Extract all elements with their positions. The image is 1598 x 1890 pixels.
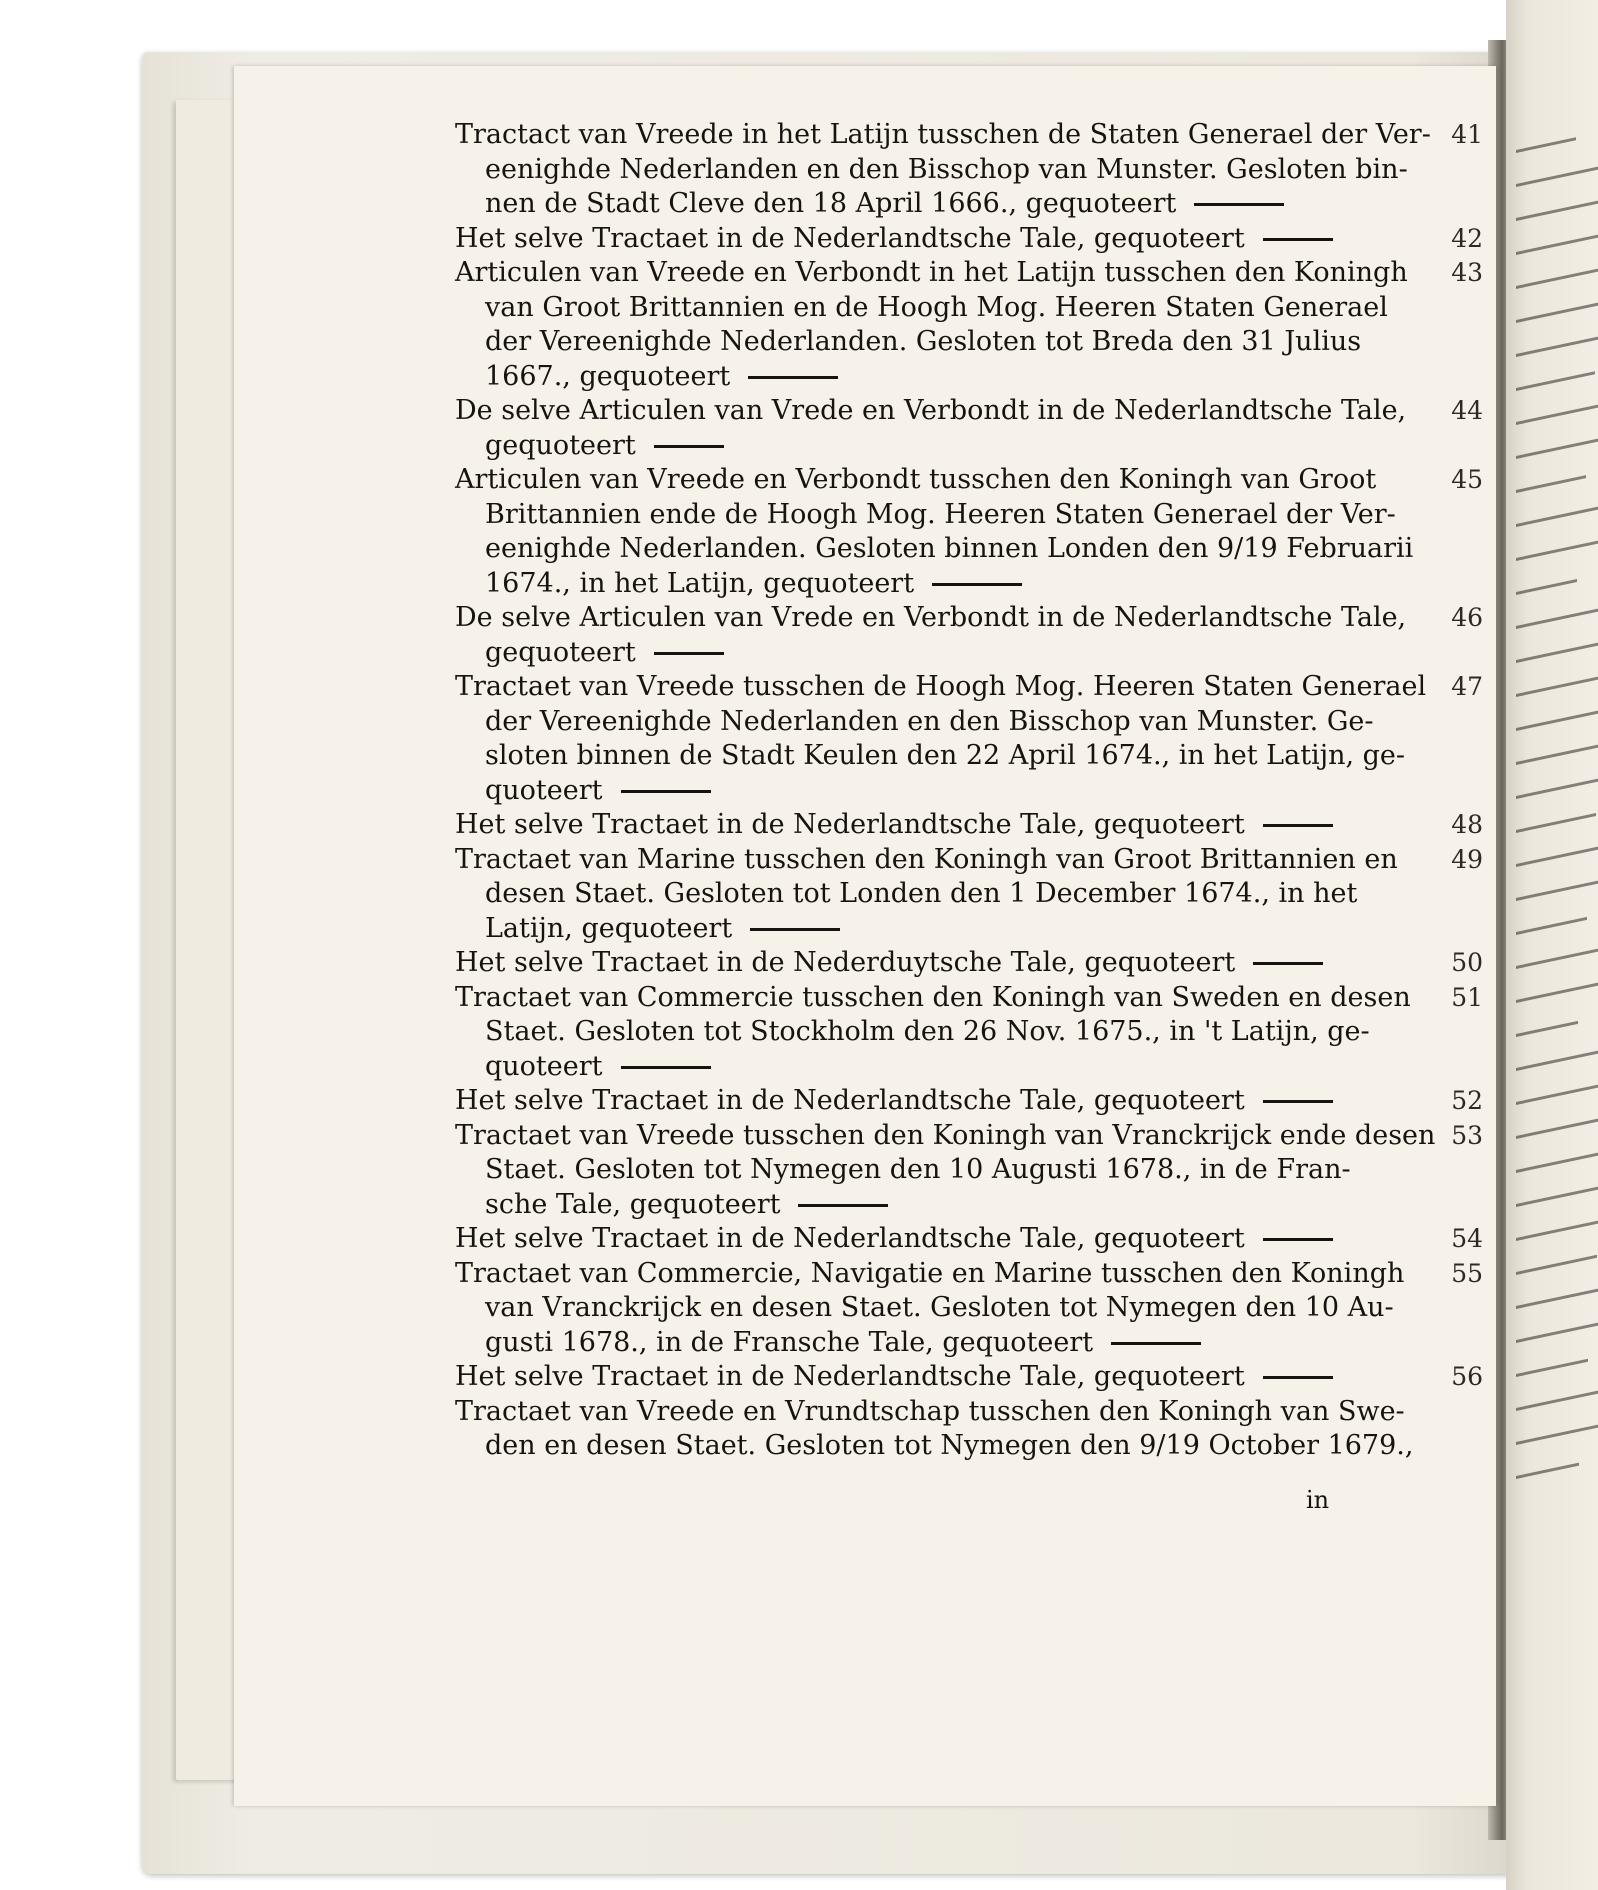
list-item — [455, 1257, 1483, 1361]
entry-text: Tractaet van Commercie, Navigatie en Marine tusschen den Koningh — [455, 1257, 1405, 1289]
leader-dash — [654, 445, 724, 448]
entry-text: Latijn, gequoteert — [485, 912, 733, 944]
entry-text: quoteert — [485, 774, 603, 806]
leader-dash — [1253, 962, 1323, 965]
facing-text-trace — [1516, 190, 1598, 221]
entry-text: der Vereenighde Nederlanden en den Bisschop van Munster. Ge- — [485, 705, 1374, 737]
entry-line — [455, 532, 1455, 567]
entry-line — [455, 498, 1455, 533]
list-item — [455, 670, 1483, 808]
list-item — [455, 1222, 1483, 1257]
leader-dash — [1111, 1342, 1201, 1345]
entry-text: Tractaet van Vreede tusschen de Hoogh Mog. Heeren Staten Generael — [455, 671, 1427, 702]
entry-text: Articulen van Vreede en Verbondt tusschen den Koningh van Groot — [455, 464, 1377, 495]
facing-text-trace — [1516, 1385, 1598, 1411]
entry-line — [455, 394, 1455, 429]
entry-line — [455, 567, 1455, 602]
entry-number: 47 — [1451, 672, 1483, 701]
entry-line — [455, 118, 1455, 153]
facing-text-trace — [1516, 293, 1598, 323]
list-item — [455, 463, 1483, 601]
facing-text-trace — [1516, 657, 1598, 697]
facing-text-trace — [1516, 163, 1598, 187]
leader-dash — [750, 928, 840, 931]
entry-number: 52 — [1451, 1086, 1483, 1115]
entry-text: nen de Stadt Cleve den 18 April 1666., gequoteert — [485, 188, 1177, 219]
facing-text-trace — [1516, 735, 1598, 765]
entry-number: 44 — [1451, 396, 1483, 425]
entry-line — [455, 912, 1455, 947]
entry-text: eenighde Nederlanden en den Bisschop van Munster. Gesloten bin- — [485, 153, 1408, 185]
table-of-contents — [455, 118, 1483, 1464]
entry-text: Het selve Tractaet in de Nederduytsche Tale, gequoteert — [455, 947, 1236, 978]
entry-line — [455, 463, 1455, 498]
facing-text-trace — [1516, 605, 1598, 629]
entry-number: 53 — [1451, 1120, 1483, 1150]
entry-number: 42 — [1451, 223, 1483, 253]
entry-text: den en desen Staet. Gesloten tot Nymegen den 9/19 October 1679., — [485, 1430, 1414, 1461]
facing-text-trace — [1516, 1359, 1588, 1377]
entry-text: 1674., in het Latijn, gequoteert — [485, 567, 915, 599]
list-item — [455, 256, 1483, 394]
entry-text: Het selve Tractaet in de Nederlandtsche Tale, gequoteert — [455, 809, 1245, 840]
entry-text: desen Staet. Gesloten tot Londen den 1 December 1674., in het — [485, 878, 1358, 909]
list-item — [455, 1119, 1483, 1223]
list-item — [455, 1360, 1483, 1395]
facing-text-trace — [1516, 1463, 1579, 1479]
entry-line — [455, 325, 1455, 360]
entry-line — [455, 291, 1455, 326]
entry-line — [455, 1050, 1455, 1085]
entry-number: 48 — [1451, 810, 1483, 839]
entry-text: Tractaet van Vreede en Vrundtschap tusschen den Koningh van Swe- — [455, 1395, 1405, 1427]
entry-text: gusti 1678., in de Fransche Tale, gequoteert — [485, 1326, 1094, 1358]
entry-line — [455, 1222, 1455, 1257]
facing-text-trace — [1516, 1177, 1598, 1207]
entry-line — [455, 1291, 1455, 1326]
facing-text-trace — [1516, 631, 1598, 663]
entry-text: Tractact van Vreede in het Latijn tusschen de Staten Generael der Ver- — [455, 119, 1431, 150]
facing-text-trace — [1516, 1255, 1597, 1275]
entry-line — [455, 1188, 1455, 1223]
entry-line — [455, 1429, 1455, 1464]
entry-number: 43 — [1451, 258, 1483, 287]
list-item — [455, 981, 1483, 1085]
facing-text-trace — [1516, 1203, 1598, 1241]
entry-line — [455, 1119, 1455, 1154]
facing-text-trace — [1516, 1021, 1578, 1037]
entry-line — [455, 705, 1455, 740]
facing-text-trace — [1516, 1411, 1598, 1445]
entry-line — [455, 601, 1455, 636]
catchword: in — [1306, 1486, 1330, 1514]
entry-line — [455, 187, 1455, 222]
entry-text: der Vereenighde Nederlanden. Gesloten tot Breda den 31 Julius — [485, 326, 1362, 357]
entry-text: 1667., gequoteert — [485, 360, 731, 392]
entry-number: 45 — [1451, 465, 1483, 494]
entry-number: 56 — [1451, 1362, 1483, 1391]
entry-text: eenighde Nederlanden. Gesloten binnen Londen den 9/19 Februarii — [485, 533, 1414, 564]
leader-dash — [1263, 1100, 1333, 1103]
entry-text: quoteert — [485, 1050, 603, 1082]
entry-number: 50 — [1451, 948, 1483, 977]
facing-text-trace — [1516, 1281, 1598, 1309]
entry-line — [455, 1360, 1455, 1395]
facing-text-trace — [1516, 1073, 1598, 1105]
entry-text: gequoteert — [485, 636, 636, 668]
entry-line — [455, 877, 1455, 912]
entry-text: Het selve Tractaet in de Nederlandtsche Tale, gequoteert — [455, 222, 1245, 254]
leader-dash — [1263, 1376, 1333, 1379]
leader-dash — [1263, 1238, 1333, 1241]
list-item — [455, 601, 1483, 670]
entry-line — [455, 153, 1455, 188]
facing-text-trace — [1516, 320, 1598, 357]
leader-dash — [1194, 203, 1284, 206]
facing-text-trace — [1516, 761, 1598, 799]
entry-line — [455, 429, 1455, 464]
entry-text: van Vranckrijck en desen Staet. Gesloten tot Nymegen den 10 Au- — [485, 1292, 1394, 1323]
entry-text: sche Tale, gequoteert — [485, 1188, 781, 1220]
entry-line — [455, 981, 1455, 1016]
facing-text-trace — [1516, 423, 1598, 459]
facing-text-trace — [1516, 527, 1598, 561]
entry-text: Staet. Gesloten tot Stockholm den 26 Nov. 1675., in 't Latijn, ge- — [485, 1016, 1370, 1047]
facing-text-trace — [1516, 579, 1577, 595]
entry-line — [455, 360, 1455, 395]
leader-dash — [621, 790, 711, 793]
entry-line — [455, 739, 1455, 774]
entry-number: 55 — [1451, 1258, 1483, 1288]
list-item — [455, 1395, 1455, 1464]
entry-text: De selve Articulen van Vrede en Verbondt in de Nederlandtsche Tale, — [455, 395, 1407, 426]
facing-text-trace — [1516, 475, 1586, 493]
entry-line — [455, 1015, 1455, 1050]
leader-dash — [748, 376, 838, 379]
entry-line — [455, 256, 1455, 291]
entry-line — [455, 636, 1455, 671]
facing-text-trace — [1516, 865, 1598, 901]
leader-dash — [654, 652, 724, 655]
entry-line — [455, 222, 1455, 257]
facing-text-trace — [1516, 371, 1595, 391]
entry-text: Tractaet van Vreede tusschen den Koningh van Vranckrijck ende desen — [455, 1119, 1436, 1151]
facing-text-trace — [1516, 839, 1598, 867]
leader-dash — [798, 1204, 888, 1207]
facing-page — [1506, 0, 1598, 1890]
leader-dash — [932, 583, 1022, 586]
list-item — [455, 946, 1483, 981]
leader-dash — [1263, 238, 1333, 241]
entry-text: Tractaet van Commercie tusschen den Koningh van Sweden en desen — [455, 981, 1411, 1013]
list-item — [455, 1084, 1483, 1119]
entry-text: Staet. Gesloten tot Nymegen den 10 Augusti 1678., in de Fran- — [485, 1154, 1351, 1185]
entry-text: Articulen van Vreede en Verbondt in het Latijn tusschen den Koningh — [455, 257, 1408, 288]
entry-line — [455, 774, 1455, 809]
facing-text-trace — [1516, 267, 1598, 289]
entry-line — [455, 670, 1455, 705]
entry-line — [455, 1084, 1455, 1119]
entry-text: gequoteert — [485, 429, 636, 461]
entry-text: De selve Articulen van Vrede en Verbondt in de Nederlandtsche Tale, — [455, 602, 1407, 633]
entry-line — [455, 1257, 1455, 1292]
facing-text-trace — [1516, 709, 1598, 731]
entry-text: Het selve Tractaet in de Nederlandtsche Tale, gequoteert — [455, 1361, 1245, 1392]
list-item — [455, 222, 1483, 257]
entry-line — [455, 808, 1455, 843]
entry-text: van Groot Brittannien en de Hoogh Mog. Heeren Staten Generael — [485, 291, 1388, 323]
facing-text-trace — [1516, 1307, 1598, 1343]
entry-number: 41 — [1451, 120, 1483, 149]
list-item — [455, 808, 1483, 843]
leader-dash — [621, 1066, 711, 1069]
entry-text: sloten binnen de Stadt Keulen den 22 April 1674., in het Latijn, ge- — [485, 740, 1406, 771]
entry-text: Het selve Tractaet in de Nederlandtsche Tale, gequoteert — [455, 1085, 1245, 1116]
leader-dash — [1263, 824, 1333, 827]
facing-text-trace — [1516, 397, 1598, 425]
facing-text-trace — [1516, 137, 1576, 153]
facing-text-trace — [1516, 969, 1598, 1003]
facing-text-trace — [1516, 216, 1598, 255]
facing-text-trace — [1516, 1151, 1598, 1173]
entry-number: 46 — [1451, 603, 1483, 632]
entry-line — [455, 1153, 1455, 1188]
entry-line — [455, 946, 1455, 981]
facing-text-trace — [1516, 1099, 1598, 1139]
entry-number: 54 — [1451, 1224, 1483, 1253]
entry-line — [455, 1326, 1455, 1361]
entry-line — [455, 1395, 1455, 1430]
entry-line — [455, 843, 1455, 878]
entry-text: Brittannien ende de Hoogh Mog. Heeren Staten Generael der Ver- — [485, 498, 1396, 530]
entry-number: 51 — [1451, 982, 1483, 1012]
facing-text-trace — [1516, 501, 1598, 527]
entry-text: Het selve Tractaet in de Nederlandtsche Tale, gequoteert — [455, 1223, 1245, 1254]
list-item — [455, 118, 1483, 222]
entry-number: 49 — [1451, 844, 1483, 874]
entry-text: Tractaet van Marine tusschen den Koningh van Groot Brittannien en — [455, 843, 1398, 875]
facing-text-trace — [1516, 943, 1598, 969]
list-item — [455, 843, 1483, 947]
facing-text-trace — [1516, 917, 1587, 935]
list-item — [455, 394, 1483, 463]
facing-text-trace — [1516, 813, 1596, 833]
facing-text-trace — [1516, 1047, 1598, 1071]
